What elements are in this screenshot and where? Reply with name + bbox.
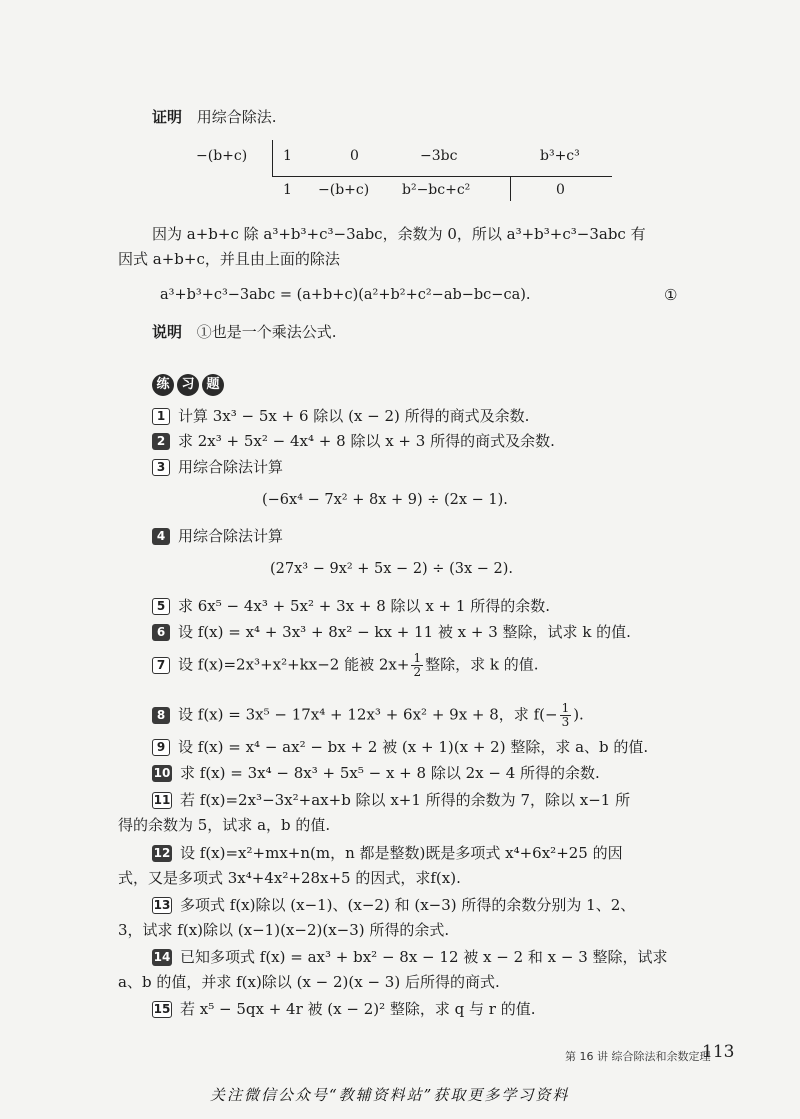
proof-line (152, 106, 277, 128)
exercise-number: 10 (153, 766, 171, 780)
exercise-text: 设 f(x) = x⁴ − ax² − bx + 2 被 (x + 1)(x + 2) 整除，求 a、b 的值. (178, 738, 649, 756)
exercise-number: 12 (153, 846, 171, 860)
division-remainder: 0 (556, 182, 565, 198)
exercise-4-equation: (27x³ − 9x² + 5x − 2) ÷ (3x − 2). (270, 561, 513, 577)
exercise-4 (152, 525, 283, 547)
exercise-11-continuation: 得的余数为 5，试求 a，b 的值. (118, 816, 331, 834)
note-label: 说明 (152, 323, 183, 341)
exercise-number: 6 (152, 624, 170, 641)
exercise-3 (152, 456, 283, 478)
exercise-11 (152, 789, 630, 811)
fraction-denominator: 3 (561, 715, 570, 729)
exercise-number: 7 (152, 657, 170, 674)
exercise-number: 5 (152, 598, 170, 615)
formula-tag: ① (664, 286, 678, 304)
exercise-number: 14 (153, 950, 171, 964)
division-row1-c0: 1 (283, 148, 292, 164)
exercise-14 (152, 946, 668, 968)
division-row2-c0: 1 (283, 182, 292, 198)
exercise-text: 若 f(x)=2x³−3x²+ax+b 除以 x+1 所得的余数为 7，除以 x−1 所 (180, 791, 631, 809)
exercise-6 (152, 621, 631, 643)
exercise-14-continuation: a、b 的值，并求 f(x)除以 (x − 2)(x − 3) 后所得的商式. (118, 973, 500, 991)
exercise-15 (152, 998, 536, 1020)
division-row2-c2: b²−bc+c² (402, 182, 471, 198)
exercise-text: 用综合除法计算 (178, 527, 284, 545)
exercise-9 (152, 736, 648, 758)
exercise-text: 设 f(x) = x⁴ + 3x³ + 8x² − kx + 11 被 x + 3 整除，试求 k 的值. (178, 623, 631, 641)
fraction-numerator: 1 (413, 651, 422, 665)
exercise-5 (152, 595, 550, 617)
fraction (560, 702, 572, 729)
exercise-text: 若 x⁵ − 5qx + 4r 被 (x − 2)² 整除，求 q 与 r 的值. (180, 1000, 536, 1018)
exercise-3-equation: (−6x⁴ − 7x² + 8x + 9) ÷ (2x − 1). (262, 492, 508, 508)
para-line-1: 因为 a+b+c 除 a³+b³+c³−3abc，余数为 0，所以 a³+b³+c³−3abc 有 (152, 225, 646, 243)
para-line-2: 因式 a+b+c，并且由上面的除法 (118, 250, 340, 268)
header-char-2: 习 (177, 374, 199, 396)
formula: a³+b³+c³−3abc = (a+b+c)(a²+b²+c²−ab−bc−ca). (160, 287, 531, 303)
exercise-number: 1 (152, 408, 170, 425)
exercise-text: 计算 3x³ − 5x + 6 除以 (x − 2) 所得的商式及余数. (178, 407, 530, 425)
exercise-text-a: 设 f(x) = 3x⁵ − 17x⁴ + 12x³ + 6x² + 9x + 8，求 f(− (178, 705, 558, 724)
exercise-text: 求 6x⁵ − 4x³ + 5x² + 3x + 8 除以 x + 1 所得的余数. (178, 597, 550, 615)
exercise-13-continuation: 3，试求 f(x)除以 (x−1)(x−2)(x−3) 所得的余式. (118, 921, 450, 939)
exercise-text-b: 整除，求 k 的值. (425, 655, 539, 674)
exercise-12 (152, 842, 623, 864)
exercise-text: 求 f(x) = 3x⁴ − 8x³ + 5x⁵ − x + 8 除以 2x − 4 所得的余数. (180, 764, 600, 782)
footer-section-title: 第 16 讲 综合除法和余数定理 (565, 1050, 711, 1063)
division-row2-c1: −(b+c) (318, 182, 370, 198)
exercise-number: 4 (152, 528, 170, 545)
exercise-8 (152, 702, 584, 729)
exercise-text: 求 2x³ + 5x² − 4x⁴ + 8 除以 x + 3 所得的商式及余数. (178, 432, 555, 450)
exercise-13 (152, 894, 635, 916)
exercise-number: 2 (152, 433, 170, 450)
header-char-3: 题 (202, 374, 224, 396)
exercise-text: 多项式 f(x)除以 (x−1)、(x−2) 和 (x−3) 所得的余数分别为 1、2、 (180, 896, 636, 914)
exercise-10 (152, 762, 600, 784)
exercise-text-b: ). (573, 705, 584, 724)
exercise-number: 3 (152, 459, 170, 476)
exercise-number: 8 (152, 707, 170, 724)
proof-label: 证明 (152, 108, 183, 126)
division-row1-c3: b³+c³ (540, 148, 580, 164)
exercise-text-a: 设 f(x)=2x³+x²+kx−2 能被 2x+ (178, 655, 410, 674)
proof-text: 用综合除法. (196, 108, 277, 126)
division-row1-c1: 0 (350, 148, 359, 164)
exercise-number: 13 (153, 898, 171, 912)
exercise-12-continuation: 式，又是多项式 3x⁴+4x²+28x+5 的因式，求f(x). (118, 869, 461, 887)
footer-page-number: 113 (702, 1042, 735, 1062)
header-char-1: 练 (152, 374, 174, 396)
exercise-text: 用综合除法计算 (178, 458, 284, 476)
fraction-denominator: 2 (413, 665, 422, 679)
division-vertical-bar (272, 140, 273, 176)
division-row1-c2: −3bc (420, 148, 458, 164)
exercise-number: 15 (153, 1002, 171, 1016)
watermark-text: 关注微信公众号“教辅资料站”获取更多学习资料 (210, 1086, 570, 1104)
note-line (152, 321, 337, 343)
fraction-numerator: 1 (561, 701, 570, 715)
exercise-2 (152, 430, 555, 452)
exercises-header (152, 374, 224, 396)
exercise-7 (152, 652, 539, 679)
exercise-text: 已知多项式 f(x) = ax³ + bx² − 8x − 12 被 x − 2 和 x − 3 整除，试求 (180, 948, 668, 966)
note-text: ①也是一个乘法公式. (196, 323, 337, 341)
exercise-number: 9 (152, 739, 170, 756)
fraction (411, 652, 423, 679)
exercise-1 (152, 405, 529, 427)
exercise-number: 11 (153, 793, 171, 807)
division-divisor: −(b+c) (196, 148, 248, 164)
exercise-text: 设 f(x)=x²+mx+n(m，n 都是整数)既是多项式 x⁴+6x²+25 的因 (180, 844, 623, 862)
